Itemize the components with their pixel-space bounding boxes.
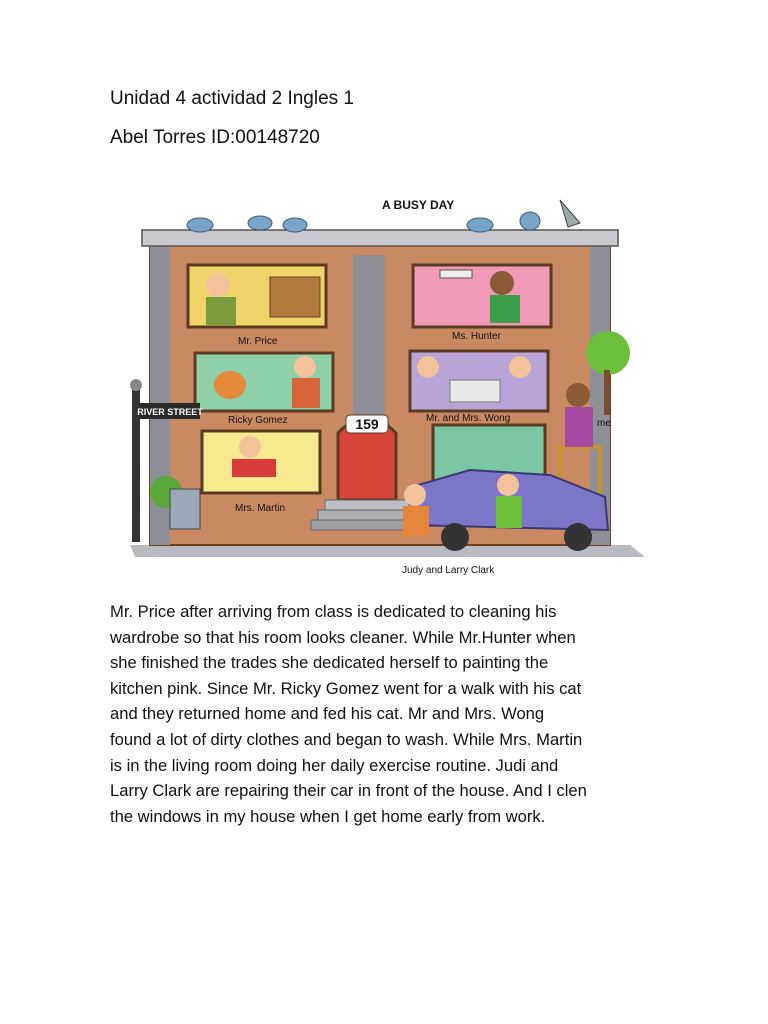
ms-hunter-figure bbox=[490, 271, 514, 295]
wardrobe bbox=[270, 277, 320, 317]
ricky-figure bbox=[294, 356, 316, 378]
mrs-martin-figure bbox=[239, 436, 261, 458]
paragraph-line: is in the living room doing her daily exercise routine. Judi and bbox=[110, 755, 559, 775]
label-judy-larry: Judy and Larry Clark bbox=[402, 565, 495, 576]
roof-ledge bbox=[142, 230, 618, 246]
paragraph-line: found a lot of dirty clothes and began to wash. While Mrs. Martin bbox=[110, 729, 583, 749]
label-ricky-gomez: Ricky Gomez bbox=[228, 415, 288, 426]
mr-wong-figure bbox=[417, 356, 439, 378]
trash-can-icon bbox=[170, 489, 200, 529]
label-mrs-martin: Mrs. Martin bbox=[235, 503, 285, 514]
sidewalk bbox=[130, 545, 645, 557]
satellite-dish-icon bbox=[560, 200, 580, 227]
label-ms-hunter: Ms. Hunter bbox=[452, 331, 501, 342]
door-number: 159 bbox=[355, 416, 379, 432]
paragraph-line: she finished the trades she dedicated herself to painting the bbox=[110, 653, 549, 673]
paragraph-line: Mr. Price after arriving from class is dedicated to cleaning his bbox=[110, 602, 557, 621]
tree bbox=[586, 331, 630, 375]
cat-figure bbox=[214, 371, 246, 399]
illustration-title: A BUSY DAY bbox=[382, 198, 455, 212]
laundry-basket bbox=[450, 380, 500, 402]
front-steps bbox=[325, 500, 409, 510]
student-name-line: Abel Torres ID:00148720 bbox=[110, 127, 320, 148]
car-wheel-front bbox=[441, 523, 469, 551]
paragraph-line: kitchen pink. Since Mr. Ricky Gomez went for a walk with his cat bbox=[110, 678, 582, 698]
paragraph-line: Larry Clark are repairing their car in front of the house. And I clen bbox=[110, 781, 587, 801]
window-ms-hunter bbox=[413, 265, 551, 327]
paragraph-line: wardrobe so that his room looks cleaner. While Mr.Hunter when bbox=[110, 627, 576, 647]
mr-price-figure bbox=[206, 273, 230, 297]
busy-day-illustration bbox=[110, 185, 650, 580]
paragraph-line: and they returned home and fed his cat. Mr and Mrs. Wong bbox=[110, 704, 545, 724]
label-wongs: Mr. and Mrs. Wong bbox=[426, 413, 511, 424]
car-wheel-rear bbox=[564, 523, 592, 551]
story-paragraph bbox=[110, 599, 670, 829]
mrs-wong-figure bbox=[509, 356, 531, 378]
street-sign-label: RIVER STREET bbox=[137, 407, 203, 417]
pigeons bbox=[187, 212, 540, 232]
me-figure bbox=[566, 383, 590, 407]
larry-figure bbox=[497, 474, 519, 496]
paint-roller-icon bbox=[440, 270, 472, 278]
center-stone-column bbox=[353, 255, 385, 420]
judy-figure bbox=[404, 484, 426, 506]
document-title-line: Unidad 4 actividad 2 Ingles 1 bbox=[110, 88, 354, 109]
paragraph-line: the windows in my house when I get home early from work. bbox=[110, 806, 546, 826]
label-me: me bbox=[597, 418, 611, 429]
label-mr-price: Mr. Price bbox=[238, 336, 278, 347]
